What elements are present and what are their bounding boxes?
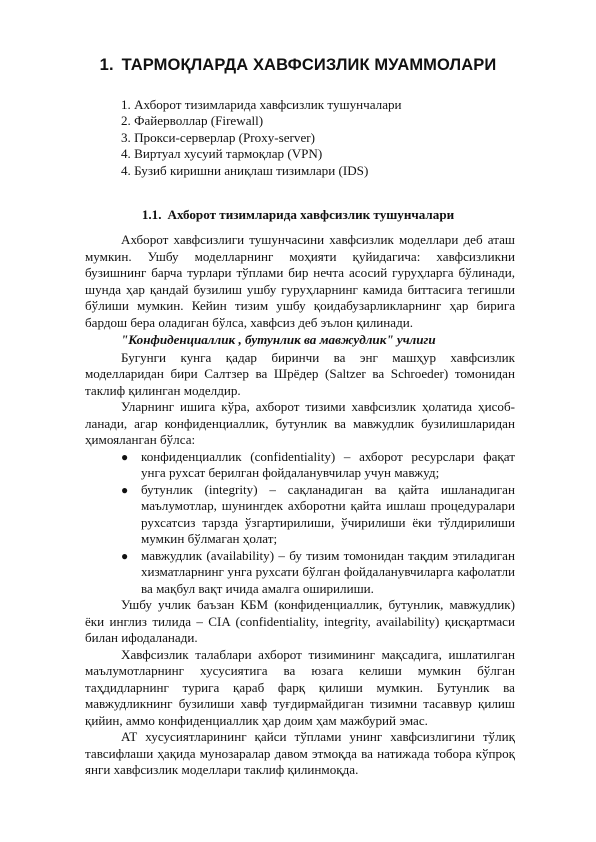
bullet-item <box>85 482 515 548</box>
bullet-icon: ● <box>121 449 129 464</box>
toc-item: 2. Файерволлар (Firewall) <box>121 113 264 129</box>
bullet-icon: ● <box>121 548 129 563</box>
bullet-text: мавжудлик (availability) – бу тизим томонидан тақдим этиладиган хизматларнинг унга рухсати бўлган фойдаланувчиларга кафолатли ва мақбул вақт ичида амалга оширилиши. <box>141 547 515 596</box>
bullet-item <box>85 548 515 598</box>
section-body <box>85 232 515 779</box>
paragraph: Хавфсизлик талаблари ахборот тизимининг мақсадига, ишлатилган маълумотларнинг хусусиятига ва юзага келиши мумкин бўлган таҳдидларнинг турига қараб фарқ қилиши мумкин. Бутунлик ва мавжудликнинг бузилиши хавф туғдирмайдиган тизимни тасаввур қилиш қийин, аммо конфиденциаллик ҳар доим ҳам мажбурий эмас. <box>85 646 515 728</box>
bullet-list <box>85 449 515 598</box>
toc-item: 4. Виртуал хусуий тармоқлар (VPN) <box>121 146 323 162</box>
toc-item: 3. Прокси-серверлар (Proxy-server) <box>121 129 315 145</box>
table-of-contents <box>121 97 402 179</box>
chapter-title: ТАРМОҚЛАРДА ХАВФСИЗЛИК МУАММОЛАРИ <box>121 56 497 74</box>
section-number: 1.1. <box>141 207 162 222</box>
bullet-item <box>85 449 515 482</box>
chapter-heading <box>0 56 596 75</box>
bullet-text: конфиденциаллик (confidentiality) – ахборот ресурслари фақат унга рухсат берилган фойдаланувчилар учун мавжуд; <box>141 448 515 480</box>
toc-item: 4. Бузиб киришни аниқлаш тизимлари (IDS) <box>121 162 369 178</box>
chapter-number: 1. <box>99 56 114 74</box>
section-heading <box>0 207 596 223</box>
bullet-text: бутунлик (integrity) – сақланадиган ва қайта ишланадиган маълумотлар, шунингдек ахборотни қайта ишлаш процедуралари рухсатсиз тарзда ўзгартирилиши, ўчирилиши ёки тўлдирилиши мумкин бўлмаган ҳолат; <box>141 481 515 546</box>
paragraph: АТ хусусиятларининг қайси тўплами унинг хавфсизлигини тўлиқ тавсифлаши ҳақида мунозаралар давом этмоқда ва натижада тобора кўпроқ янги хавфсизлик моделлари таклиф қилинмоқда. <box>85 729 515 777</box>
toc-item: 1. Ахборот тизимларида хавфсизлик тушунчалари <box>121 97 402 112</box>
subheading: "Конфиденциаллик , бутунлик ва мавжудлик" учлиги <box>121 332 436 347</box>
section-title: Ахборот тизимларида хавфсизлик тушунчалари <box>167 207 455 222</box>
bullet-icon: ● <box>121 482 129 497</box>
paragraph: Уларнинг ишига кўра, ахборот тизими хавфсизлик ҳолатида ҳисоб-ланади, агар конфиденциаллик, бутунлик ва мавжудлик бузилишларидан ҳимояланган бўлса: <box>85 399 515 447</box>
paragraph: Ахборот хавфсизлиги тушунчасини хавфсизлик моделлари деб аташ мумкин. Ушбу моделларнинг моҳияти қуйидагича: хавфсизликни бузишнинг барча турлари тўплами бир нечта асосий гуруҳларга бўлинади, шунда ҳар қандай бузилиш ушбу гуруҳларнинг камида биттасига тегишли бўлиши мумкин. Кейин тизим ушбу қоидабузарликларнинг ҳар бирига бардош бера оладиган бўлса, хавфсиз деб эълон қилинади. <box>85 232 515 330</box>
paragraph: Ушбу учлик баъзан КБМ (конфиденциаллик, бутунлик, мавжудлик) ёки инглиз тилида – CIA (confidentiality, integrity, availability) қисқартмаси билан ифодаланади. <box>85 597 515 645</box>
paragraph: Бугунги кунга қадар биринчи ва энг машҳур хавфсизлик моделларидан бири Салтзер ва Шрёдер (Saltzer ва Schroeder) томонидан таклиф қилинган моделдир. <box>85 349 515 398</box>
